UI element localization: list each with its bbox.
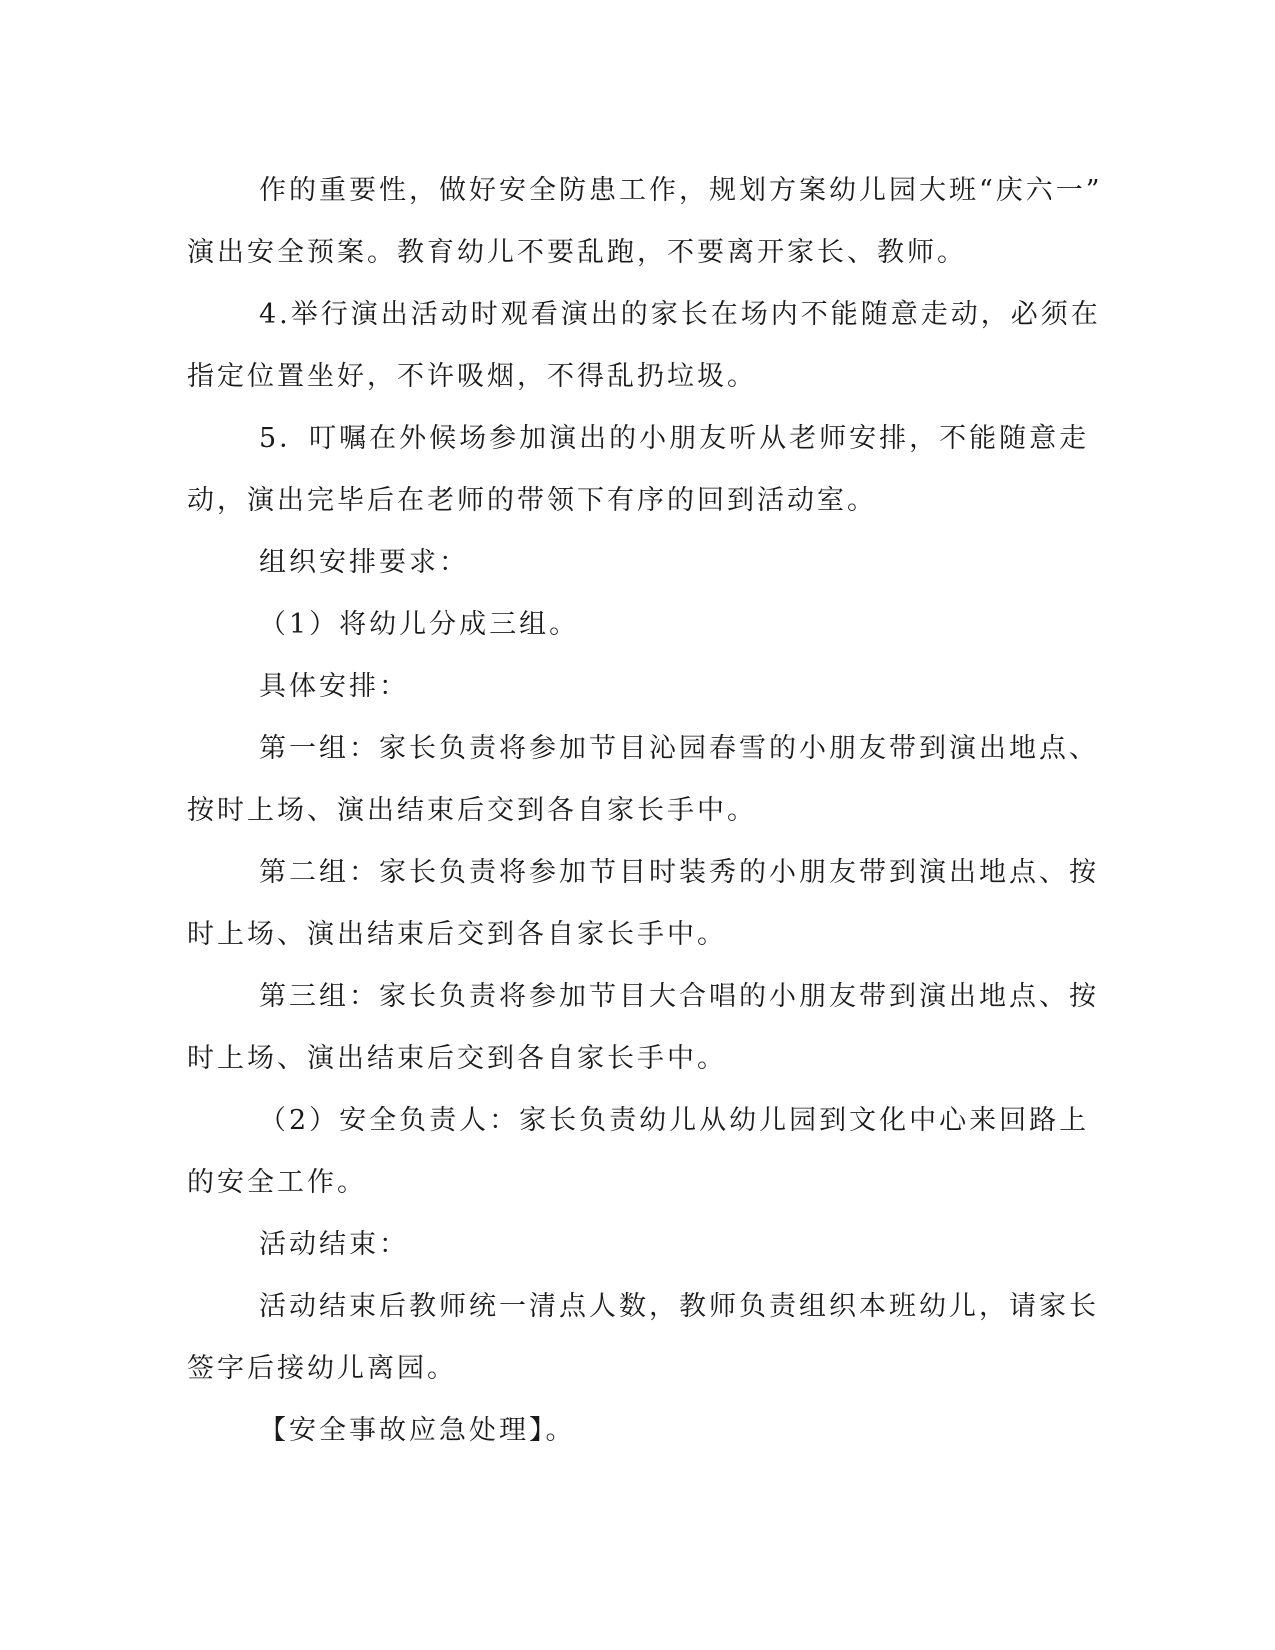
paragraph-group-2 [187, 842, 1099, 966]
text-line: 动，演出完毕后在老师的带领下有序的回到活动室。 [187, 485, 877, 516]
text-line: 的安全工作。 [187, 1167, 367, 1198]
text-line: 时上场、演出结束后交到各自家长手中。 [187, 919, 727, 950]
text-line: 组织安排要求： [259, 547, 469, 578]
text-line: 演出安全预案。教育幼儿不要乱跑，不要离开家长、教师。 [187, 237, 967, 268]
text-line: 作的重要性，做好安全防患工作，规划方案幼儿园大班“庆六一” [259, 175, 1103, 206]
text-line: 4.举行演出活动时观看演出的家长在场内不能随意走动，必须在 [259, 299, 1101, 330]
text-line: 指定位置坐好，不许吸烟，不得乱扔垃圾。 [187, 361, 757, 392]
document-body [187, 160, 1103, 1462]
paragraph-group-1 [187, 718, 1099, 842]
heading-activity-end [187, 1214, 1067, 1276]
paragraph-item-4 [187, 284, 1101, 408]
paragraph-safety-intro [187, 160, 1103, 284]
text-line: 【安全事故应急处理】。 [259, 1415, 576, 1446]
text-line: 活动结束后教师统一清点人数，教师负责组织本班幼儿，请家长 [259, 1291, 1099, 1322]
paragraph-safety-responsible [187, 1090, 1090, 1214]
text-line: （1）将幼儿分成三组。 [259, 609, 580, 640]
text-line: 第三组：家长负责将参加节目大合唱的小朋友带到演出地点、按 [259, 981, 1099, 1012]
paragraph-group-3 [187, 966, 1099, 1090]
text-line: 时上场、演出结束后交到各自家长手中。 [187, 1043, 727, 1074]
text-line: 5．叮嘱在外候场参加演出的小朋友听从老师安排，不能随意走 [259, 423, 1090, 454]
text-line: 具体安排： [259, 671, 409, 702]
text-line: 按时上场、演出结束后交到各自家长手中。 [187, 795, 757, 826]
text-line: 签字后接幼儿离园。 [187, 1353, 457, 1384]
paragraph-group-split [187, 594, 1067, 656]
paragraph-activity-end [187, 1276, 1099, 1400]
text-line: 第二组：家长负责将参加节目时装秀的小朋友带到演出地点、按 [259, 857, 1099, 888]
heading-emergency-handling [187, 1400, 1067, 1462]
paragraph-item-5 [187, 408, 1090, 532]
text-line: 活动结束： [259, 1229, 409, 1260]
heading-organization-requirements [187, 532, 1067, 594]
text-line: 第一组：家长负责将参加节目沁园春雪的小朋友带到演出地点、 [259, 733, 1099, 764]
heading-specific-arrangement [187, 656, 1067, 718]
text-line: （2）安全负责人：家长负责幼儿从幼儿园到文化中心来回路上 [259, 1105, 1090, 1136]
